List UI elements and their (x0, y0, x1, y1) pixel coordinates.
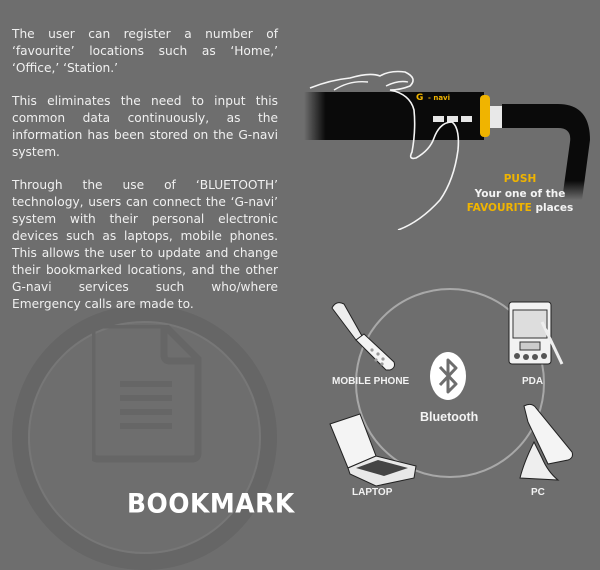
laptop-icon (328, 412, 418, 487)
bluetooth-icon (430, 352, 466, 400)
description-paragraph-2: This eliminates the need to input this common data continuously, as the information has been stored on the G-navi system. (12, 94, 278, 159)
push-line2: Your one of the (474, 187, 566, 200)
page-title: BOOKMARK (127, 488, 295, 519)
push-instruction (440, 172, 600, 216)
device-label-mobile-phone: MOBILE PHONE (332, 376, 410, 387)
device-label-laptop: LAPTOP (352, 487, 393, 498)
favourite-button-2[interactable] (447, 116, 458, 122)
mobile-phone-icon (328, 298, 398, 373)
bluetooth-logo-badge (430, 352, 466, 400)
device-label-pda: PDA (522, 376, 544, 387)
description-paragraph-1: The user can register a number of ‘favourite’ locations such as ‘Home,’ ‘Office,’ ‘Station.’ (12, 27, 278, 75)
bluetooth-label: Bluetooth (420, 410, 479, 424)
device-label-pc: PC (531, 487, 545, 498)
push-highlight: FAVOURITE (466, 202, 532, 214)
favourite-button-3[interactable] (461, 116, 472, 122)
gnavi-logo: G (416, 93, 424, 103)
push-label: PUSH (503, 173, 537, 185)
pc-icon (514, 402, 576, 484)
push-tail: places (531, 202, 574, 214)
document-icon (92, 325, 202, 465)
description-paragraph-3: Through the use of ‘BLUETOOTH’ technology, users can connect the ‘G-navi’ system with their personal electronic devices such as laptops, mobile phones. This allows the user to update and change their bookmarked locations, and the other G-navi services such who/where Emergency calls are made to. (12, 178, 278, 311)
pda-icon (508, 300, 570, 368)
svg-text:- navi: - navi (428, 94, 451, 102)
favourite-button-1[interactable] (433, 116, 444, 122)
